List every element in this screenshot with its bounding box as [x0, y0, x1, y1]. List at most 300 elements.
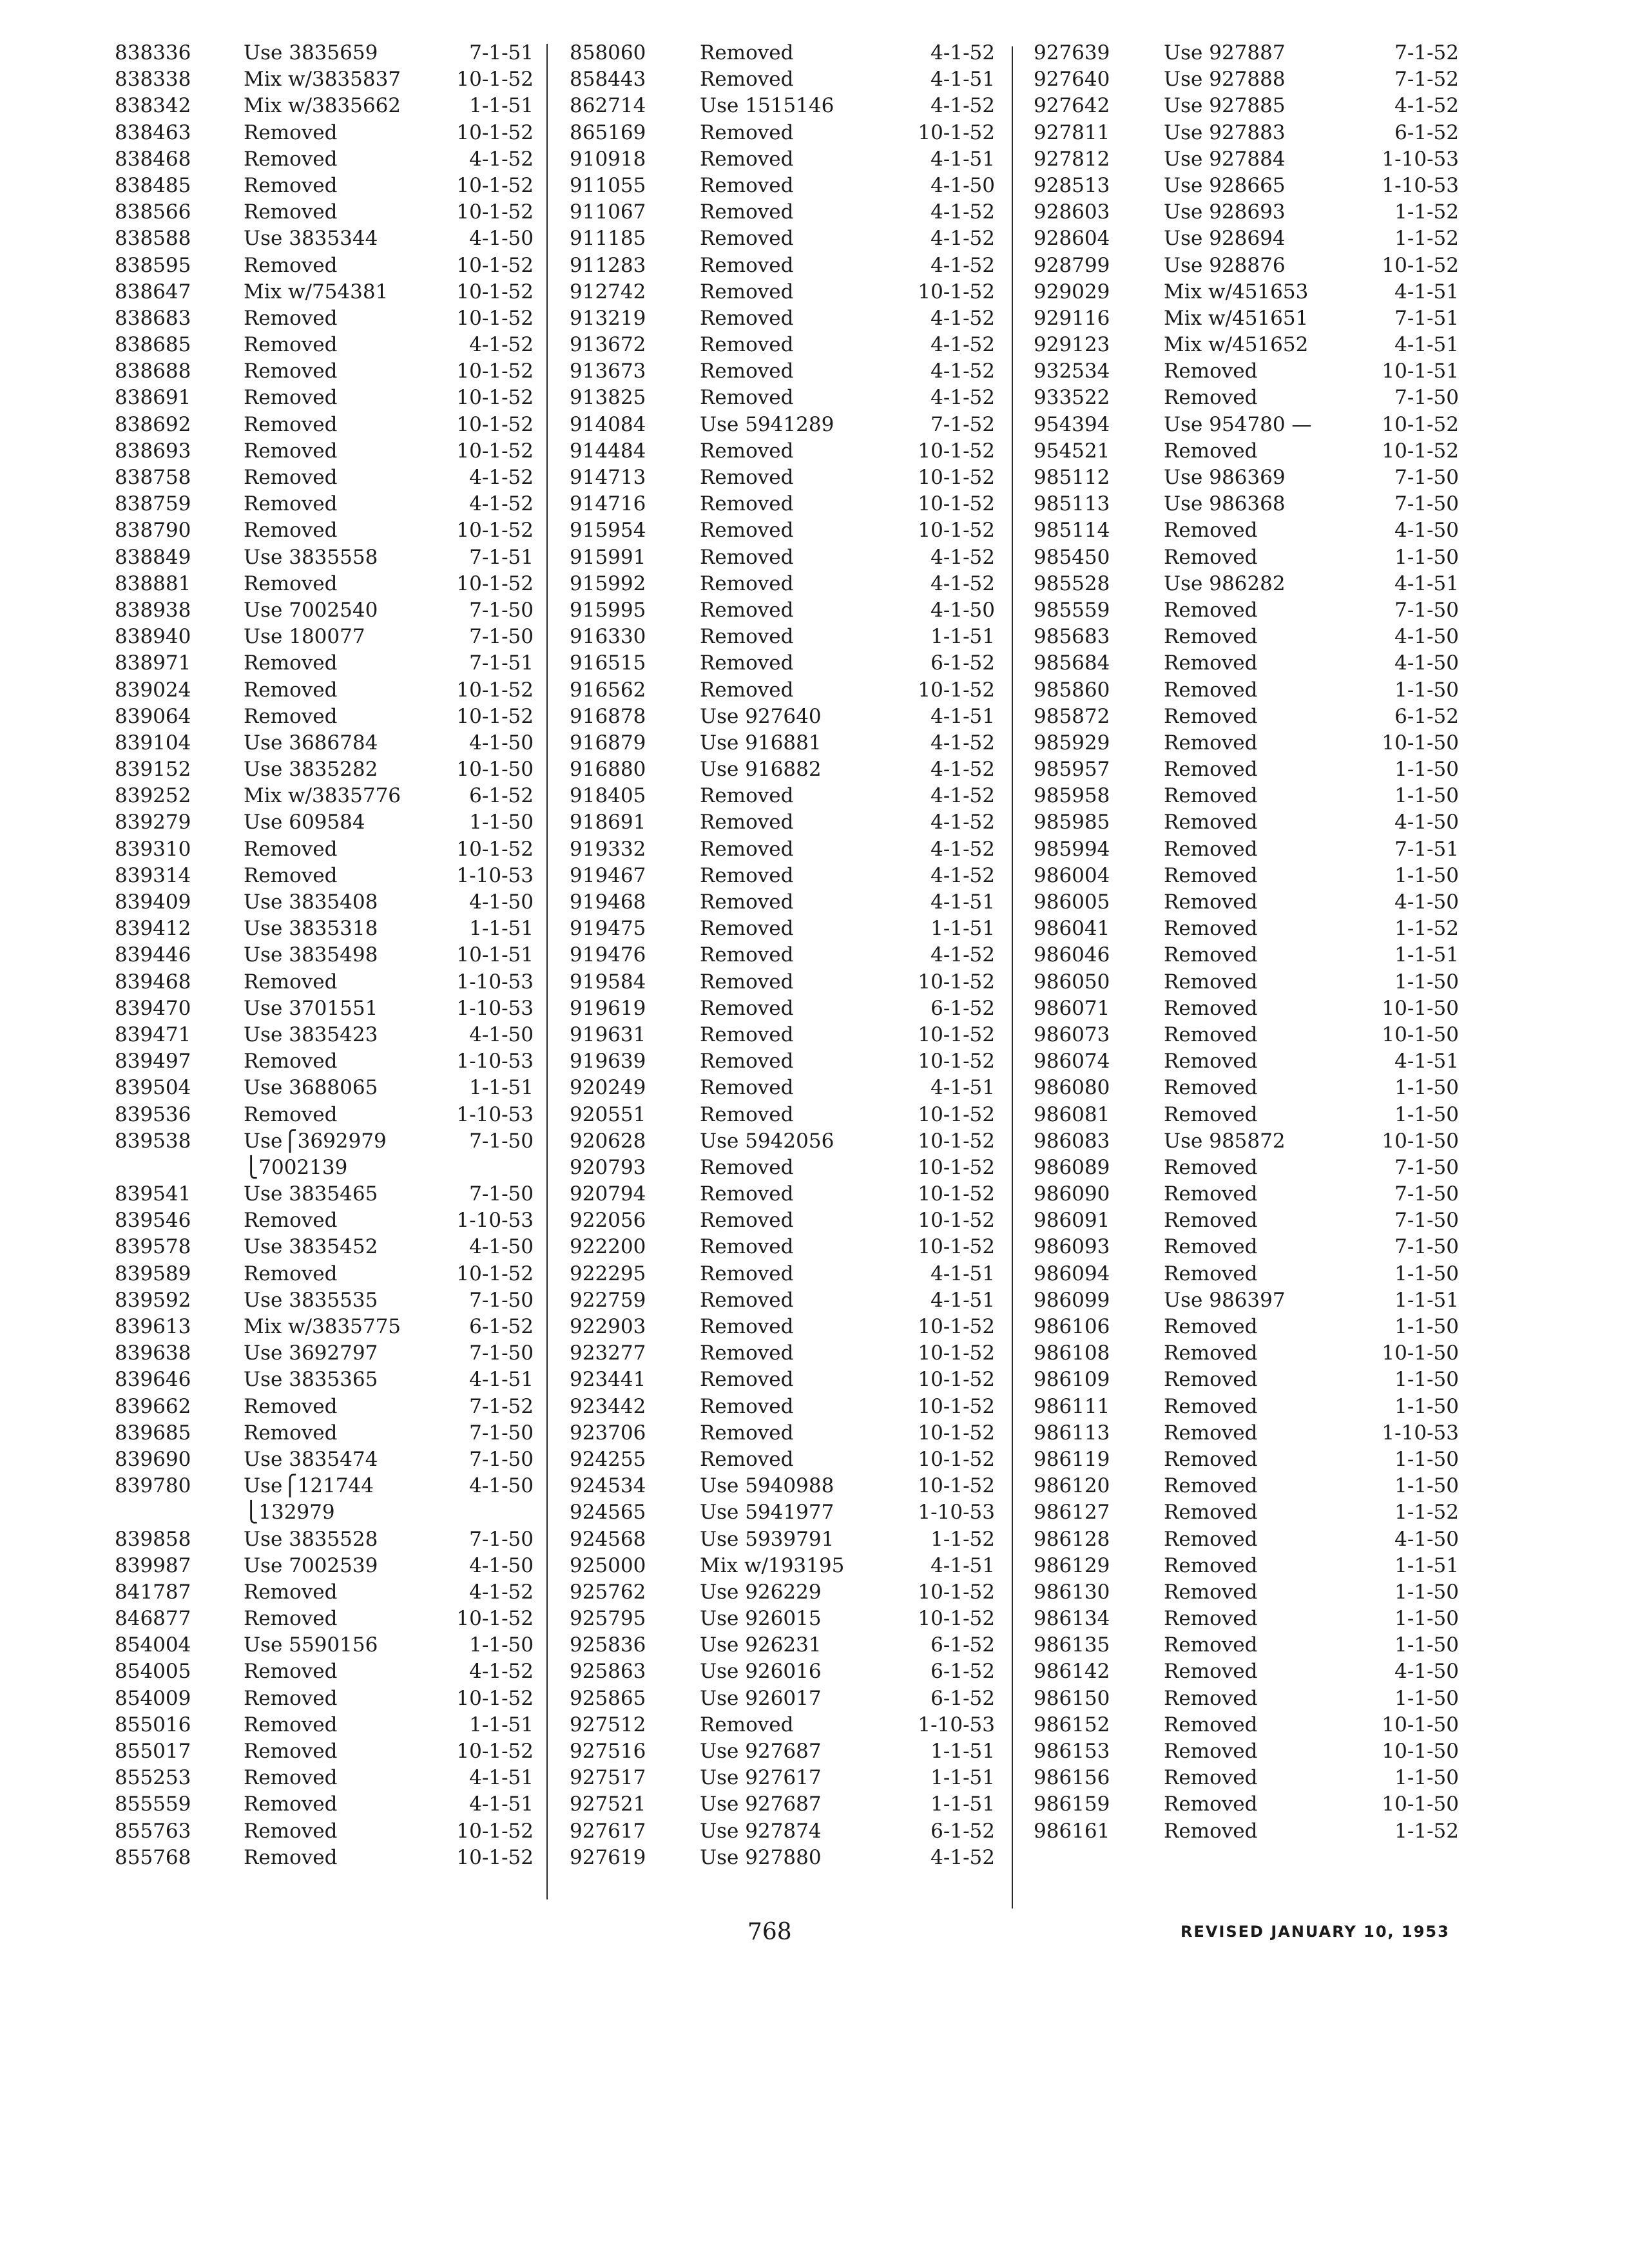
table-row [115, 146, 534, 173]
table-row [115, 863, 534, 889]
table-row [570, 253, 995, 279]
table-row [1034, 650, 1459, 677]
disposition: Use 927640 [700, 704, 822, 728]
table-row [115, 1102, 534, 1128]
part-number: 919475 [570, 917, 646, 941]
disposition: Use 928693 [1164, 200, 1286, 224]
part-number: 855559 [115, 1792, 191, 1816]
table-row [115, 571, 534, 597]
disposition: Removed [700, 1394, 794, 1418]
table-row [115, 1261, 534, 1287]
table-row [1034, 1658, 1459, 1685]
part-number: 839638 [115, 1341, 191, 1365]
effective-date: 4-1-50 [1394, 890, 1459, 914]
disposition: Removed [700, 492, 794, 516]
disposition: Use 5941289 [700, 412, 834, 436]
disposition: Use 5941977 [700, 1501, 834, 1524]
disposition: Removed [700, 120, 794, 144]
effective-date: 10-1-52 [918, 1182, 995, 1206]
table-row [570, 704, 995, 730]
effective-date: 10-1-52 [918, 1155, 995, 1179]
disposition: Removed [700, 227, 794, 251]
part-number: 911283 [570, 253, 646, 277]
effective-date: 10-1-52 [456, 173, 534, 197]
part-number: 915995 [570, 598, 646, 622]
effective-date: 1-1-50 [1394, 1474, 1459, 1498]
part-number: 918405 [570, 784, 646, 808]
part-number: 985872 [1034, 704, 1110, 728]
disposition: Removed [244, 1766, 338, 1790]
effective-date: 4-1-51 [469, 1368, 534, 1392]
part-number: 986099 [1034, 1288, 1110, 1312]
table-row [115, 1181, 534, 1207]
part-number: 986074 [1034, 1050, 1110, 1073]
table-row [570, 1234, 995, 1260]
disposition: Removed [700, 1315, 794, 1338]
table-row [1034, 677, 1459, 704]
table-row [1034, 332, 1459, 358]
disposition: Removed [700, 1182, 794, 1206]
part-number: 839104 [115, 731, 191, 754]
table-row [1034, 412, 1459, 438]
part-number: 985112 [1034, 466, 1110, 489]
effective-date: 1-1-50 [1394, 758, 1459, 782]
disposition: Use 926231 [700, 1633, 822, 1657]
part-number: 924255 [570, 1447, 646, 1471]
disposition: Removed [1164, 519, 1258, 543]
part-number: 985957 [1034, 758, 1110, 782]
table-row [1034, 93, 1459, 119]
disposition: Removed [1164, 678, 1258, 702]
disposition: Removed [244, 1713, 338, 1736]
disposition: Removed [244, 519, 338, 543]
disposition: Mix w/754381 [244, 280, 389, 303]
table-row [1034, 1314, 1459, 1340]
table-row [570, 1446, 995, 1473]
table-row [570, 544, 995, 571]
part-number: 932534 [1034, 360, 1110, 383]
part-number: 916330 [570, 625, 646, 649]
disposition: Removed [244, 1792, 338, 1816]
disposition: Use 3835408 [244, 890, 378, 914]
part-number: 838485 [115, 173, 191, 197]
effective-date: 10-1-52 [918, 1474, 995, 1498]
table-row [1034, 863, 1459, 889]
effective-date: 7-1-50 [1394, 1155, 1459, 1179]
part-number: 918691 [570, 811, 646, 834]
part-number: 839064 [115, 704, 191, 728]
effective-date: 10-1-52 [456, 1262, 534, 1285]
effective-date: 10-1-50 [1382, 1740, 1459, 1763]
effective-date: 10-1-52 [456, 253, 534, 277]
part-number: 927811 [1034, 120, 1110, 144]
disposition: Use 3701551 [244, 996, 378, 1020]
disposition: Removed [700, 1447, 794, 1471]
part-number: 912742 [570, 280, 646, 303]
disposition: Use 1515146 [700, 94, 834, 118]
part-number: 919584 [570, 970, 646, 994]
part-number: 919619 [570, 996, 646, 1020]
disposition: Removed [1164, 704, 1258, 728]
table-row [115, 173, 534, 199]
disposition: Removed [700, 917, 794, 941]
disposition: Removed [244, 1394, 338, 1418]
table-row [570, 995, 995, 1022]
effective-date: 4-1-50 [930, 598, 995, 622]
disposition: Removed [700, 1102, 794, 1126]
table-row [115, 783, 534, 809]
effective-date: 10-1-52 [1382, 439, 1459, 463]
part-number: 858443 [570, 68, 646, 91]
table-row [115, 120, 534, 146]
disposition: Removed [700, 1023, 794, 1046]
effective-date: 1-10-53 [1382, 173, 1459, 197]
part-number: 838938 [115, 598, 191, 622]
disposition: Removed [244, 837, 338, 861]
table-row [115, 1340, 534, 1367]
disposition: Removed [1164, 837, 1258, 861]
part-number: 927619 [570, 1845, 646, 1869]
table-row [115, 1367, 534, 1393]
disposition: Use 3835423 [244, 1023, 378, 1046]
effective-date: 1-1-51 [930, 1740, 995, 1763]
part-number: 985684 [1034, 651, 1110, 675]
part-number: 933522 [1034, 386, 1110, 410]
disposition: Use⎧121744 [244, 1474, 374, 1498]
disposition: Use 3835498 [244, 943, 378, 967]
part-number: 922903 [570, 1315, 646, 1338]
part-number: 916515 [570, 651, 646, 675]
effective-date: 1-1-51 [930, 1766, 995, 1790]
effective-date: 4-1-50 [469, 227, 534, 251]
part-number: 986089 [1034, 1155, 1110, 1179]
disposition: Removed [1164, 863, 1258, 887]
table-row [1034, 1791, 1459, 1818]
disposition: Removed [1164, 1580, 1258, 1604]
part-number: 855253 [115, 1766, 191, 1790]
disposition: Use 3835344 [244, 227, 378, 251]
table-row [115, 385, 534, 411]
disposition: Removed [700, 333, 794, 357]
part-number: 929123 [1034, 333, 1110, 357]
effective-date: 1-10-53 [1382, 1421, 1459, 1445]
disposition: Use 7002540 [244, 598, 378, 622]
effective-date: 1-10-53 [456, 863, 534, 887]
effective-date: 1-1-52 [1394, 200, 1459, 224]
part-number: 986046 [1034, 943, 1110, 967]
part-number: 928799 [1034, 253, 1110, 277]
effective-date: 4-1-51 [1394, 1050, 1459, 1073]
disposition: Removed [1164, 1421, 1258, 1445]
table-row [570, 491, 995, 517]
disposition: Removed [700, 943, 794, 967]
part-number: 986090 [1034, 1182, 1110, 1206]
effective-date: 10-1-52 [1382, 412, 1459, 436]
table-row [115, 650, 534, 677]
effective-date: 1-1-50 [1394, 1633, 1459, 1657]
table-row [1034, 1579, 1459, 1606]
table-row [570, 385, 995, 411]
table-row [115, 1791, 534, 1818]
part-number: 923442 [570, 1394, 646, 1418]
disposition: Use 927884 [1164, 147, 1286, 171]
table-row [115, 1075, 534, 1101]
table-row [570, 1658, 995, 1685]
effective-date: 1-1-50 [1394, 1102, 1459, 1126]
disposition: Use 927874 [700, 1819, 822, 1843]
table-row [1034, 1765, 1459, 1791]
part-number: 985559 [1034, 598, 1110, 622]
effective-date: 4-1-52 [469, 333, 534, 357]
table-row [1034, 1155, 1459, 1181]
disposition: Use 3686784 [244, 731, 378, 754]
part-number: 839252 [115, 784, 191, 808]
disposition: Removed [1164, 360, 1258, 383]
part-number: 986159 [1034, 1792, 1110, 1816]
table-row [115, 93, 534, 119]
effective-date: 7-1-50 [1394, 1209, 1459, 1233]
part-number: 986108 [1034, 1341, 1110, 1365]
effective-date: 4-1-51 [930, 1262, 995, 1285]
disposition: Removed [1164, 970, 1258, 994]
table-row [1034, 783, 1459, 809]
disposition: Use 3835474 [244, 1447, 378, 1471]
part-number: 928513 [1034, 173, 1110, 197]
effective-date: 10-1-52 [918, 1341, 995, 1365]
table-row [570, 624, 995, 650]
table-row [1034, 1128, 1459, 1155]
effective-date: 10-1-52 [456, 412, 534, 436]
part-number: 985113 [1034, 492, 1110, 516]
effective-date: 10-1-52 [918, 1580, 995, 1604]
disposition: Removed [1164, 1713, 1258, 1736]
effective-date: 4-1-52 [930, 386, 995, 410]
table-row [1034, 120, 1459, 146]
part-number: 920794 [570, 1182, 646, 1206]
part-number: 910918 [570, 147, 646, 171]
table-row [115, 1128, 534, 1155]
part-number: 839470 [115, 996, 191, 1020]
part-number: 913219 [570, 306, 646, 330]
table-row [1034, 1048, 1459, 1075]
disposition: Removed [700, 360, 794, 383]
table-row [1034, 385, 1459, 411]
part-number: 919332 [570, 837, 646, 861]
disposition: Removed [244, 386, 338, 410]
revision-note: REVISED JANUARY 10, 1953 [1181, 1923, 1450, 1941]
part-number: 839538 [115, 1129, 191, 1153]
table-row [115, 438, 534, 465]
disposition: Removed [244, 651, 338, 675]
table-row [115, 279, 534, 305]
effective-date: 10-1-52 [918, 970, 995, 994]
effective-date: 4-1-51 [469, 1792, 534, 1816]
table-row [1034, 1102, 1459, 1128]
disposition: Use 3692797 [244, 1341, 378, 1365]
table-row [115, 1553, 534, 1579]
disposition: Removed [1164, 784, 1258, 808]
part-number: 838693 [115, 439, 191, 463]
table-row [1034, 1287, 1459, 1314]
table-row [1034, 358, 1459, 385]
disposition: Use 7002539 [244, 1553, 378, 1577]
table-row [115, 1314, 534, 1340]
disposition: Removed [1164, 1209, 1258, 1233]
effective-date: 10-1-52 [918, 1102, 995, 1126]
effective-date: 6-1-52 [930, 1660, 995, 1684]
table-row [570, 93, 995, 119]
effective-date: 7-1-50 [469, 1182, 534, 1206]
table-row [570, 1367, 995, 1393]
disposition: Removed [244, 306, 338, 330]
disposition: Removed [1164, 625, 1258, 649]
effective-date: 1-1-50 [1394, 1580, 1459, 1604]
disposition: Removed [1164, 651, 1258, 675]
effective-date: 10-1-52 [456, 1607, 534, 1631]
disposition: Removed [1164, 1076, 1258, 1100]
part-number: 986004 [1034, 863, 1110, 887]
disposition: Removed [1164, 758, 1258, 782]
table-row [1034, 704, 1459, 730]
disposition: Removed [244, 360, 338, 383]
table-row [1034, 836, 1459, 863]
disposition: Removed [700, 572, 794, 595]
disposition: Use 3835535 [244, 1288, 378, 1312]
effective-date: 4-1-52 [1394, 94, 1459, 118]
table-row [570, 1102, 995, 1128]
effective-date: 4-1-52 [930, 811, 995, 834]
effective-date: 10-1-50 [1382, 1023, 1459, 1046]
effective-date: 4-1-50 [469, 731, 534, 754]
effective-date: 4-1-52 [469, 147, 534, 171]
part-number: 838566 [115, 200, 191, 224]
disposition: Use 926017 [700, 1686, 822, 1710]
effective-date: 10-1-52 [456, 519, 534, 543]
part-number: 985860 [1034, 678, 1110, 702]
table-row [115, 889, 534, 916]
part-number: 922200 [570, 1235, 646, 1259]
part-number: 985114 [1034, 519, 1110, 543]
table-row [115, 1446, 534, 1473]
part-number: 839152 [115, 758, 191, 782]
table-row [570, 1261, 995, 1287]
disposition: Removed [1164, 439, 1258, 463]
table-row [115, 332, 534, 358]
part-number: 986135 [1034, 1633, 1110, 1657]
part-number: 922759 [570, 1288, 646, 1312]
table-row [115, 1473, 534, 1499]
part-number: 927639 [1034, 41, 1110, 64]
part-number: 986083 [1034, 1129, 1110, 1153]
table-row [1034, 1207, 1459, 1234]
table-row [570, 1420, 995, 1446]
part-number: 839987 [115, 1553, 191, 1577]
part-number: 838688 [115, 360, 191, 383]
part-number: 839310 [115, 837, 191, 861]
effective-date: 10-1-52 [918, 1235, 995, 1259]
effective-date: 6-1-52 [930, 651, 995, 675]
disposition: Removed [700, 173, 794, 197]
effective-date: 4-1-50 [1394, 1527, 1459, 1551]
disposition: Removed [700, 863, 794, 887]
effective-date: 4-1-50 [469, 1235, 534, 1259]
effective-date: 1-1-50 [1394, 1262, 1459, 1285]
disposition: Removed [1164, 1792, 1258, 1816]
disposition: Use 180077 [244, 625, 365, 649]
disposition: Removed [700, 1368, 794, 1392]
part-number: 985683 [1034, 625, 1110, 649]
disposition: Removed [1164, 545, 1258, 569]
disposition: Removed [700, 519, 794, 543]
effective-date: 10-1-50 [1382, 1713, 1459, 1736]
effective-date: 4-1-52 [930, 731, 995, 754]
disposition: Removed [244, 1102, 338, 1126]
disposition: Removed [700, 386, 794, 410]
part-number: 838463 [115, 120, 191, 144]
disposition: Use 985872 [1164, 1129, 1286, 1153]
table-row [115, 942, 534, 968]
table-row [570, 571, 995, 597]
table-row [570, 756, 995, 783]
disposition: Removed [244, 863, 338, 887]
disposition: Use 3835318 [244, 917, 378, 941]
table-row [115, 624, 534, 650]
part-number: 839858 [115, 1527, 191, 1551]
part-number: 927642 [1034, 94, 1110, 118]
effective-date: 1-1-50 [1394, 1315, 1459, 1338]
effective-date: 4-1-50 [469, 1553, 534, 1577]
table-row [115, 1155, 534, 1181]
part-number: 838881 [115, 572, 191, 595]
table-row [1034, 517, 1459, 544]
effective-date: 10-1-52 [456, 200, 534, 224]
part-number: 916879 [570, 731, 646, 754]
effective-date: 10-1-52 [918, 1050, 995, 1073]
effective-date: 7-1-50 [1394, 386, 1459, 410]
disposition: Removed [700, 253, 794, 277]
table-row [115, 1499, 534, 1526]
effective-date: 4-1-52 [930, 200, 995, 224]
effective-date: 4-1-51 [1394, 280, 1459, 303]
column-divider [1012, 46, 1013, 1908]
part-number: 839646 [115, 1368, 191, 1392]
effective-date: 10-1-52 [456, 1819, 534, 1843]
disposition: Removed [1164, 1368, 1258, 1392]
table-row [570, 305, 995, 332]
effective-date: 1-1-51 [469, 917, 534, 941]
part-number: 925762 [570, 1580, 646, 1604]
part-number: 858060 [570, 41, 646, 64]
part-number: 986134 [1034, 1607, 1110, 1631]
table-row [115, 916, 534, 942]
table-row [570, 597, 995, 624]
table-row [570, 1394, 995, 1420]
part-number: 838468 [115, 147, 191, 171]
effective-date: 10-1-52 [918, 1023, 995, 1046]
effective-date: 7-1-51 [1394, 306, 1459, 330]
effective-date: 1-10-53 [456, 970, 534, 994]
table-row [115, 809, 534, 836]
disposition: Use 5942056 [700, 1129, 834, 1153]
disposition: Use 928665 [1164, 173, 1286, 197]
disposition: Removed [244, 678, 338, 702]
part-number: 986152 [1034, 1713, 1110, 1736]
table-row [570, 809, 995, 836]
disposition: Use 3835558 [244, 545, 378, 569]
disposition: Removed [1164, 1182, 1258, 1206]
disposition: ⎩7002139 [244, 1155, 348, 1179]
parts-column-1 [115, 40, 534, 1871]
